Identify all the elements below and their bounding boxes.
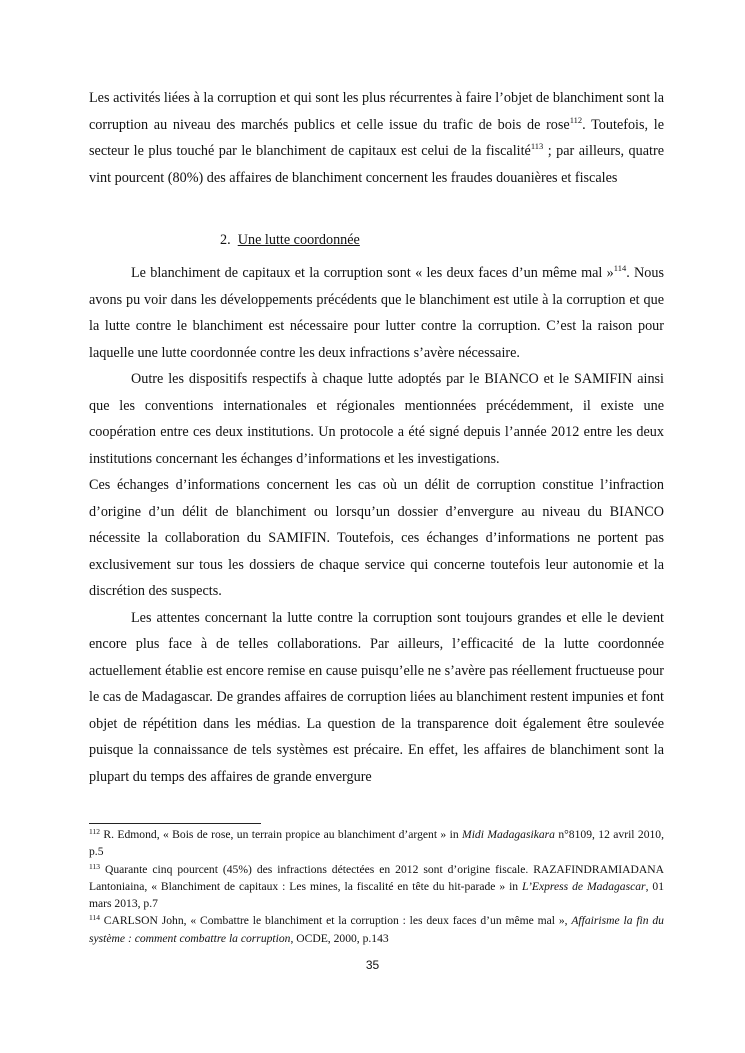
section-number: 2. — [220, 232, 231, 248]
footnote-ref-113[interactable]: 113 — [530, 141, 544, 151]
section-title: Une lutte coordonnée — [237, 232, 360, 248]
body-paragraphs — [89, 260, 664, 790]
footnote-ref-112[interactable]: 112 — [569, 114, 583, 125]
footnotes — [89, 826, 664, 947]
footnote-separator — [89, 823, 261, 824]
page-number: 35 — [365, 958, 380, 972]
footnote-114: $^{114}$ CARLSON John, « Combattre le blanchiment et la corruption : les deux faces d’un même mal », Affairisme la fin du système : comment combattre la corruption, OCDE, 2000, p.143 — [89, 913, 664, 945]
paragraph-2: Outre les dispositifs respectifs à chaque lutte adoptés par le BIANCO et le SAMIFIN ainsi que les conventions internationales et régionales mentionnées précédemment, il existe une coopération entre ces deux institutions. Un protocole a été signé depuis l’année 2012 entre les deux institutions concernant les échanges d’informations et les investigations. — [89, 371, 664, 467]
intro-paragraph — [89, 85, 664, 191]
section-heading — [220, 227, 360, 253]
footnote-113: $^{113}$ Quarante cinq pourcent (45%) des infractions détectées en 2012 sont d’origine fiscale. RAZAFINDRAMIADANA Lantoniaina, « Blanchiment de capitaux : Les mines, la fiscalité en tête du hit-parade » in L’Express de Madagascar, 01 mars 2013, p.7 — [89, 861, 664, 911]
footnote-112: $^{112}$ R. Edmond, « Bois de rose, un terrain propice au blanchiment d’argent » in Midi Madagasikara n°8109, 12 avril 2010, p.5 — [89, 827, 664, 859]
paragraph-4: Les attentes concernant la lutte contre la corruption sont toujours grandes et elle le devient encore plus face à de telles collaborations. Par ailleurs, l’efficacité de la lutte coordonnée actuellement établie est encore remise en cause puisqu’elle ne s’avère pas réellement fructueuse pour le cas de Madagascar. De grandes affaires de corruption liées au blanchiment restent impunies et font objet de répétition dans les médias. La question de la transparence doit également être soulevée puisque la connaissance de tels systèmes est précaire. En effet, les affaires de blanchiment sont la plupart du temps des affaires de grande envergure — [89, 609, 664, 785]
intro-text-2: . Toutefois, le secteur le plus touché par le blanchiment de capitaux est celui de la fiscalité — [89, 116, 664, 159]
paragraph-3: Ces échanges d’informations concernent les cas où un délit de corruption constitue l’infraction d’origine d’un délit de blanchiment ou lorsqu’un dossier d’envergure au niveau du BIANCO nécessite la collaboration du SAMIFIN. Toutefois, ces échanges d’informations ne portent pas exclusivement sur tous les dossiers de chaque service qui concerne toutefois leur autonomie et la discrétion des suspects. — [89, 477, 664, 599]
intro-text: Les activités liées à la corruption et qui sont les plus récurrentes à faire l’objet de blanchiment sont la corruption au niveau des marchés publics et celle issue du trafic de bois de rose — [89, 90, 664, 133]
paragraph-1: Le blanchiment de capitaux et la corruption sont « les deux faces d’un même mal »$^{114}$. Nous avons pu voir dans les développements précédents que le blanchiment est utile à la corruption et que la lutte contre le blanchiment est nécessaire pour lutter contre la corruption. C’est la raison pour laquelle une lutte coordonnée contre les deux infractions s’avère nécessaire. — [89, 263, 664, 361]
intro-text-3: ; par ailleurs, quatre vint pourcent (80%) des affaires de blanchiment concernent les fraudes douanières et fiscales — [89, 143, 664, 186]
footnote-ref-114[interactable]: 114 — [613, 263, 627, 273]
